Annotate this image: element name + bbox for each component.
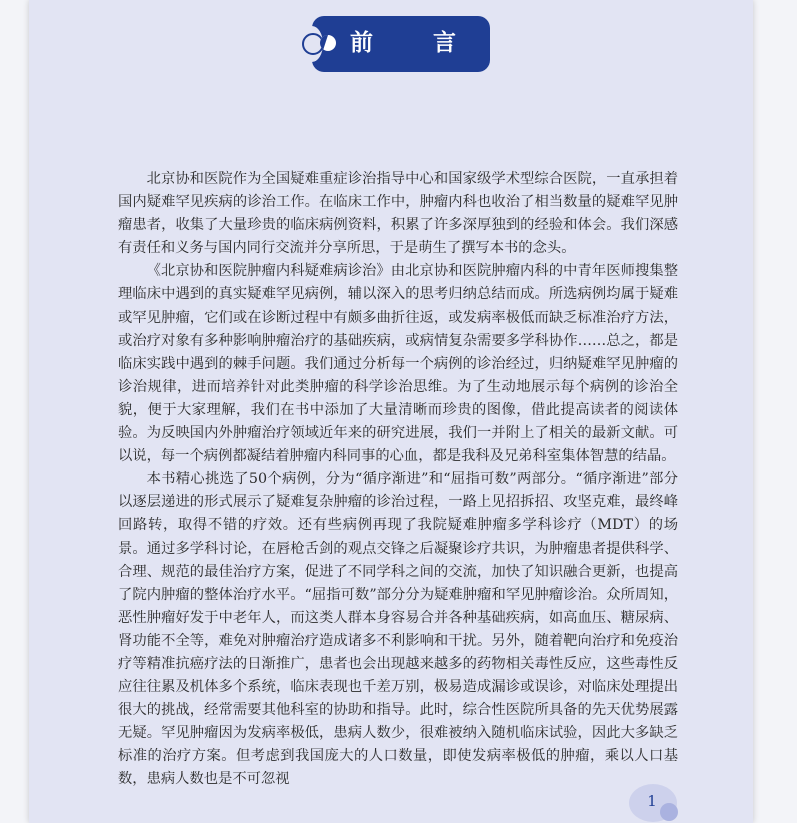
title-tag: [312, 16, 490, 72]
paragraph-3: 本书精心挑选了50个病例，分为“循序渐进”和“屈指可数”两部分。“循序渐进”部分以逐层递进的形式展示了疑难复杂肿瘤的诊治过程，一路上见招拆招、攻坚克难，最终峰回路转，取得不错的疗效。还有些病例再现了我院疑难肿瘤多学科诊疗（MDT）的场景。通过多学科讨论，在唇枪舌剑的观点交锋之后凝聚诊疗共识，为肿瘤患者提供科学、合理、规范的最佳治疗方案，促进了不同学科之间的交流，加快了知识融合更新，也提高了院内肿瘤的整体治疗水平。“屈指可数”部分分为疑难肿瘤和罕见肿瘤诊治。众所周知，恶性肿瘤好发于中老年人，而这类人群本身容易合并各种基础疾病，如高血压、糖尿病、肾功能不全等，难免对肿瘤治疗造成诸多不利影响和干扰。另外，随着靶向治疗和免疫治疗等精准抗癌疗法的日渐推广，患者也会出现越来越多的药物相关毒性反应，这些毒性反应往往累及机体多个系统，临床表现也千差万别，极易造成漏诊或误诊，对临床处理提出很大的挑战，经常需要其他科室的协助和指导。此时，综合性医院所具备的先天优势展露无疑。罕见肿瘤因为发病率极低，患病人数少，很难被纳入随机临床试验，因此大多缺乏标准的治疗方案。但考虑到我国庞大的人口数量，即使发病率极低的肿瘤，乘以人口基数，患病人数也是不可忽视: [118, 471, 678, 788]
paragraph-2: 《北京协和医院肿瘤内科疑难病诊治》由北京协和医院肿瘤内科的中青年医师搜集整理临床中遇到的真实疑难罕见病例，辅以深入的思考归纳总结而成。所选病例均属于疑难或罕见肿瘤，它们或在诊断过程中有颇多曲折往返，或发病率极低而缺乏标准治疗方法，或治疗对象有多种影响肿瘤治疗的基础疾病，或病情复杂需要多学科协作……总之，都是临床实践中遇到的棘手问题。我们通过分析每一个病例的诊治经过，归纳疑难罕见肿瘤的诊治规律，进而培养针对此类肿瘤的科学诊治思维。为了生动地展示每个病例的诊治全貌，便于大家理解，我们在书中添加了大量清晰而珍贵的图像，借此提高读者的阅读体验。为反映国内外肿瘤治疗领域近年来的研究进展，我们一并附上了相关的最新文献。可以说，每一个病例都凝结着肿瘤内科同事的心血，都是我科及兄弟科室集体智慧的结晶。: [118, 263, 678, 465]
page-title: 前 言: [349, 30, 482, 56]
paragraph-1: 北京协和医院作为全国疑难重症诊治指导中心和国家级学术型综合医院，一直承担着国内疑难罕见疾病的诊治工作。在临床工作中，肿瘤内科也收治了相当数量的疑难罕见肿瘤患者，收集了大量珍贵的临床病例资料，积累了许多深厚独到的经验和体会。我们深感有责任和义务与国内同行交流并分享所思，于是萌生了撰写本书的念头。: [118, 171, 678, 257]
page-number: 1: [647, 792, 657, 810]
preface-body: [118, 168, 678, 792]
document-page: [29, 0, 753, 823]
half-circle-icon: [320, 35, 336, 51]
